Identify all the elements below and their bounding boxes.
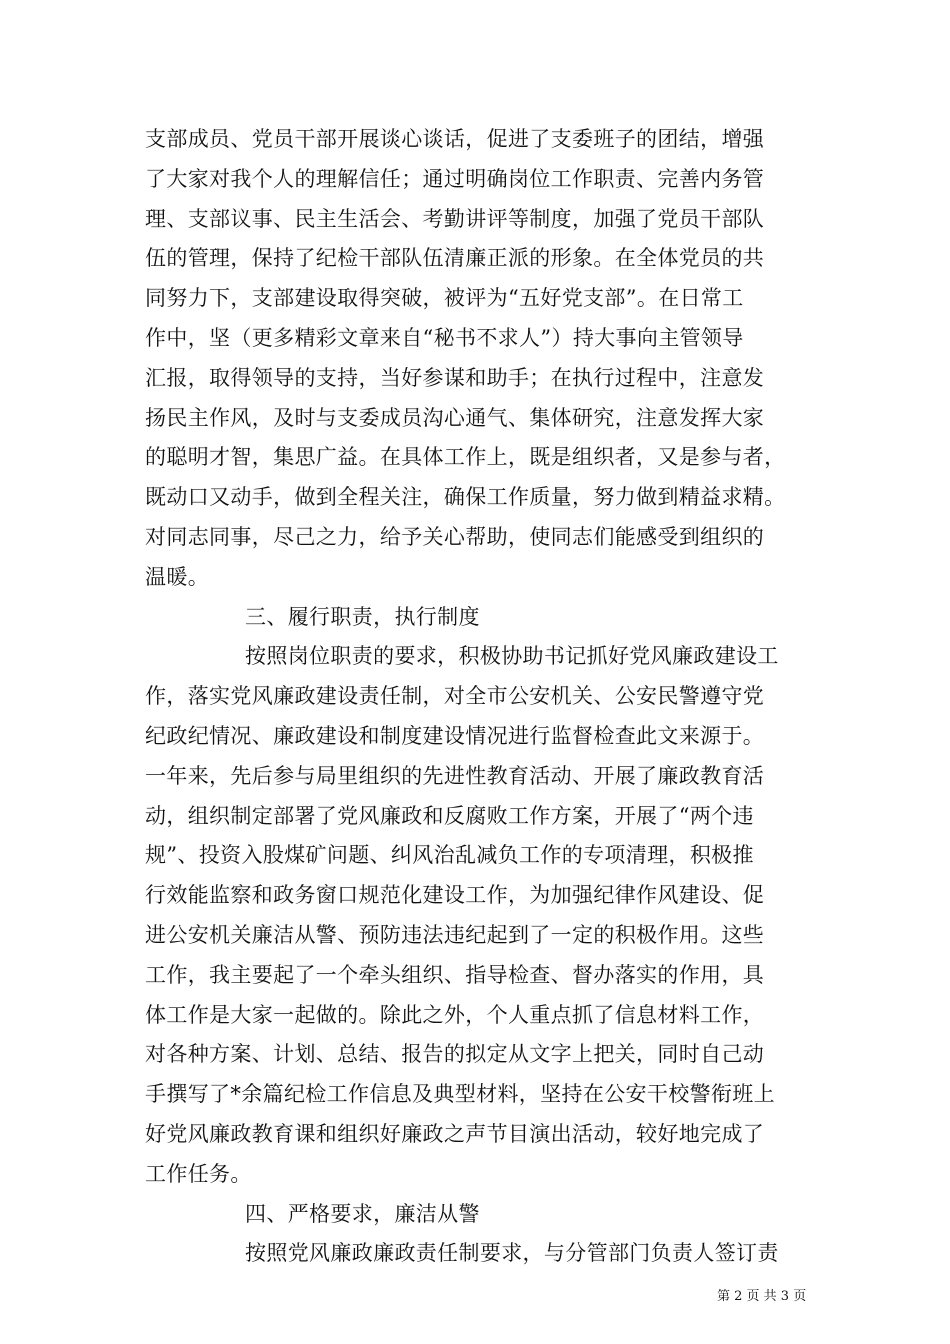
section-heading: 三、履行职责，执行制度 xyxy=(245,604,480,629)
paragraph-first-line: 按照岗位职责的要求，积极协助书记抓好党风廉政建设工 xyxy=(245,644,779,669)
text-line: 理、支部议事、民主生活会、考勤讲评等制度，加强了党员干部队 xyxy=(145,206,765,231)
text-line: 的聪明才智，集思广益。在具体工作上，既是组织者，又是参与者， xyxy=(145,445,786,470)
text-line: 对各种方案、计划、总结、报告的拟定从文字上把关，同时自己动 xyxy=(145,1042,765,1067)
text-line: 伍的管理，保持了纪检干部队伍清廉正派的形象。在全体党员的共 xyxy=(145,246,765,271)
section-heading: 四、严格要求，廉洁从警 xyxy=(245,1201,480,1226)
text-line: 作，落实党风廉政建设责任制，对全市公安机关、公安民警遵守党 xyxy=(145,684,765,709)
text-line: 纪政纪情况、廉政建设和制度建设情况进行监督检查此文来源于。 xyxy=(145,723,765,748)
page-number-footer: 第 2 页 共 3 页 xyxy=(717,1289,807,1304)
text-line: 温暖。 xyxy=(145,564,210,589)
paragraph-first-line: 按照党风廉政廉政责任制要求，与分管部门负责人签订责 xyxy=(245,1241,779,1266)
text-line: 既动口又动手，做到全程关注，确保工作质量，努力做到精益求精。 xyxy=(145,485,786,510)
text-line: 工作，我主要起了一个牵头组织、指导检查、督办落实的作用，具 xyxy=(145,962,765,987)
text-line: 作中，坚（更多精彩文章来自“秘书不求人”）持大事向主管领导 xyxy=(145,325,744,350)
text-line: 支部成员、党员干部开展谈心谈话，促进了支委班子的团结，增强 xyxy=(145,127,765,151)
body-text xyxy=(145,120,813,1274)
text-line: 扬民主作风，及时与支委成员沟心通气、集体研究，注意发挥大家 xyxy=(145,405,765,430)
text-line: 一年来，先后参与局里组织的先进性教育活动、开展了廉政教育活 xyxy=(145,763,765,788)
text-line: 了大家对我个人的理解信任；通过明确岗位工作职责、完善内务管 xyxy=(145,166,765,191)
text-line: 动，组织制定部署了党风廉政和反腐败工作方案，开展了“两个违 xyxy=(145,803,754,828)
text-line: 规”、投资入股煤矿问题、纠风治乱减负工作的专项清理，积极推 xyxy=(145,843,754,868)
text-line: 对同志同事，尽己之力，给予关心帮助，使同志们能感受到组织的 xyxy=(145,524,765,549)
text-line: 工作任务。 xyxy=(145,1161,252,1186)
text-line: 汇报，取得领导的支持，当好参谋和助手；在执行过程中，注意发 xyxy=(145,365,765,390)
text-line: 进公安机关廉洁从警、预防违法违纪起到了一定的积极作用。这些 xyxy=(145,922,765,947)
text-line: 体工作是大家一起做的。除此之外，个人重点抓了信息材料工作， xyxy=(145,1002,765,1027)
text-line: 好党风廉政教育课和组织好廉政之声节目演出活动，较好地完成了 xyxy=(145,1121,765,1146)
text-line: 行效能监察和政务窗口规范化建设工作，为加强纪律作风建设、促 xyxy=(145,883,765,908)
text-line: 手撰写了*余篇纪检工作信息及典型材料，坚持在公安干校警衔班上 xyxy=(145,1082,775,1107)
text-line: 同努力下，支部建设取得突破，被评为“五好党支部”。在日常工 xyxy=(145,286,744,311)
